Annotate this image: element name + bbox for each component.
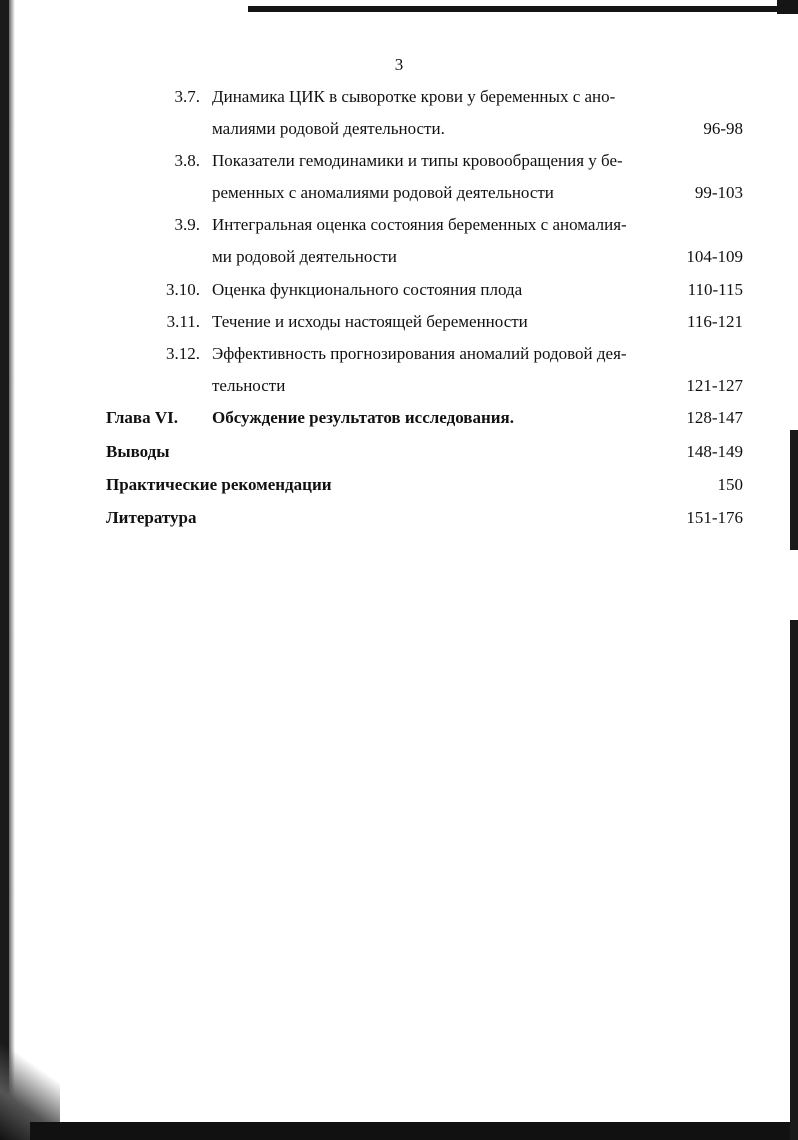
scan-edge-left-shadow [9, 0, 15, 1140]
toc-entry-text: малиями родовой деятельности. [212, 119, 445, 138]
toc-entry-text: Оценка функционального состояния плода [212, 280, 523, 299]
toc-entry-text: ременных с аномалиями родовой деятельности [212, 183, 554, 202]
toc-entry-pages: 121-127 [686, 376, 743, 395]
toc-entry-number: 3.9. [174, 215, 200, 234]
scan-edge-right [790, 620, 798, 1140]
toc-entry-pages: 116-121 [686, 312, 743, 331]
toc-entry-pages: 99-103 [694, 183, 743, 202]
scan-corner-top-right [777, 0, 798, 14]
section-pages: 148-149 [686, 442, 743, 461]
toc-entry-number: 3.10. [166, 280, 200, 299]
section-title: Литература [106, 508, 197, 527]
toc-entry-text: Интегральная оценка состояния беременных с аномалия- [212, 215, 627, 234]
page-number: 3 [394, 55, 404, 74]
toc-entry-pages: 96-98 [703, 119, 743, 138]
toc-entry-number: 3.12. [166, 344, 200, 363]
toc-entry-number: 3.11. [166, 312, 200, 331]
toc-entry-number: 3.8. [174, 151, 200, 170]
toc-entry-text: Динамика ЦИК в сыворотке крови у беременных с ано- [212, 87, 616, 106]
scan-edge-top [248, 6, 778, 12]
toc-entry-text: Течение и исходы настоящей беременности [212, 312, 528, 331]
section-title: Выводы [106, 442, 170, 461]
scan-edge-right [790, 430, 798, 550]
section-title: Практические рекомендации [106, 475, 332, 494]
section-pages: 151-176 [686, 508, 743, 527]
toc-entry-pages: 110-115 [687, 280, 743, 299]
scan-edge-bottom [30, 1122, 798, 1140]
scan-edge-left [0, 0, 9, 1140]
toc-entry-text: Показатели гемодинамики и типы кровообращения у бе- [212, 151, 623, 170]
chapter-title: Обсуждение результатов исследования. [212, 408, 514, 427]
chapter-pages: 128-147 [686, 408, 743, 427]
chapter-label: Глава VI. [106, 408, 179, 427]
toc-entry-text: тельности [212, 376, 286, 395]
section-pages: 150 [717, 475, 743, 494]
toc-entry-text: Эффективность прогнозирования аномалий родовой дея- [212, 344, 627, 363]
toc-entry-pages: 104-109 [686, 247, 743, 266]
toc-entry-number: 3.7. [174, 87, 200, 106]
toc-entry-text: ми родовой деятельности [212, 247, 397, 266]
